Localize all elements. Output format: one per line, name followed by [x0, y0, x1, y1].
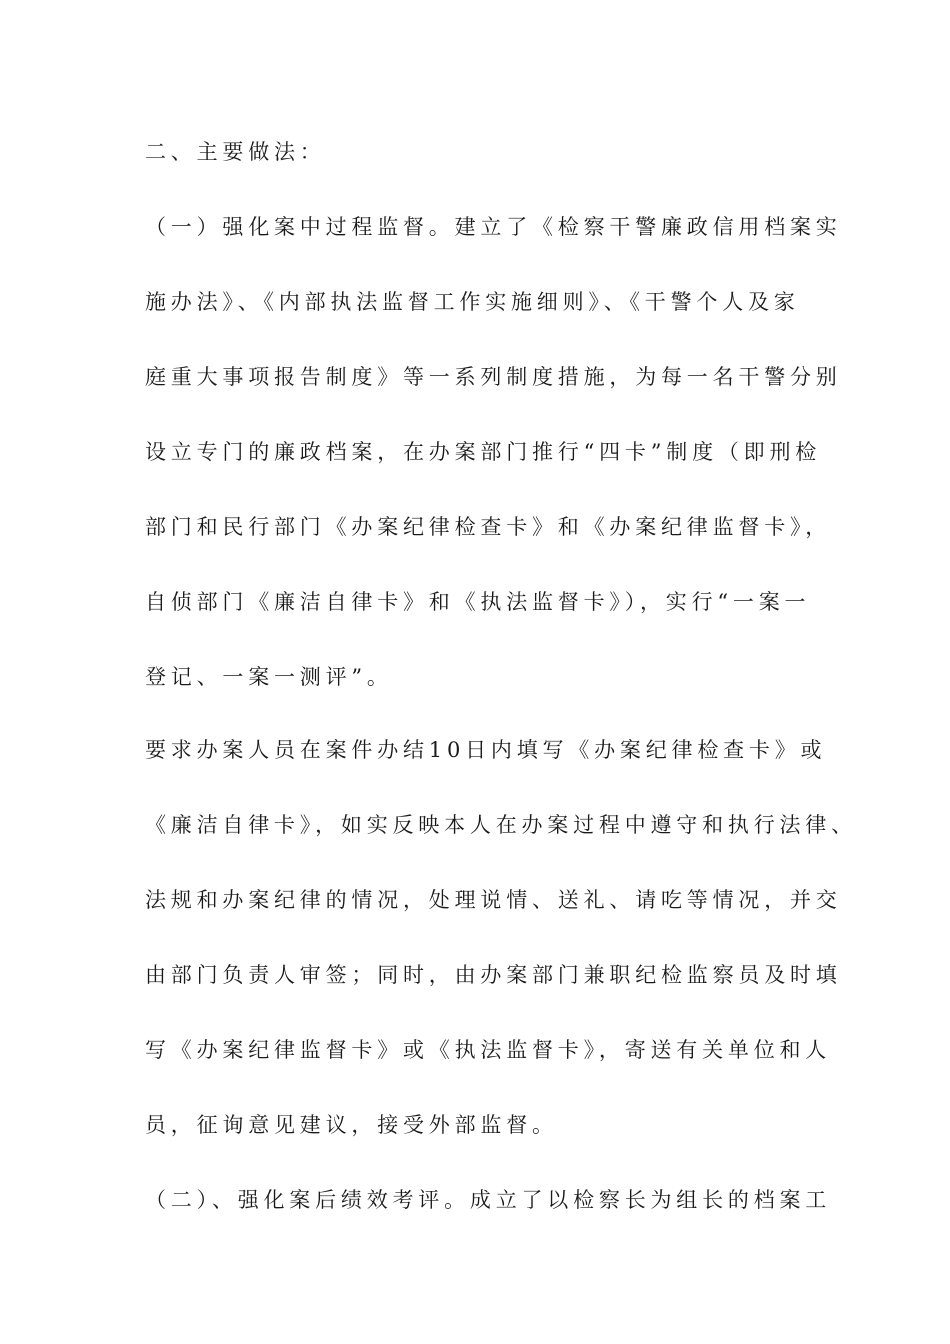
text-line: 由部门负责人审签；同时，由办案部门兼职纪检监察员及时填: [145, 963, 842, 987]
text-line: 法规和办案纪律的情况，处理说情、送礼、请吃等情况，并交: [145, 888, 842, 912]
text-line: 施办法》、《内部执法监督工作实施细则》、《干警个人及家: [145, 290, 800, 314]
text-line: 写《办案纪律监督卡》或《执法监督卡》，寄送有关单位和人: [145, 1038, 832, 1062]
text-line: 庭重大事项报告制度》等一系列制度措施，为每一名干警分别: [145, 365, 842, 389]
text-line: 设立专门的廉政档案，在办案部门推行“四卡”制度（即刑检: [145, 440, 822, 464]
text-line: 登记、一案一测评”。: [145, 665, 393, 689]
text-line: 部门和民行部门《办案纪律检查卡》和《办案纪律监督卡》，: [145, 515, 832, 539]
text-line: （二）、强化案后绩效考评。成立了以检察长为组长的档案工: [145, 1188, 832, 1212]
text-line: 自侦部门《廉洁自律卡》和《执法监督卡》），实行“一案一: [145, 590, 811, 614]
text-line: 员，征询意见建议，接受外部监督。: [145, 1113, 558, 1137]
section-heading: 二、主要做法：: [145, 140, 326, 164]
text-line: 要求办案人员在案件办结10日内填写《办案纪律检查卡》或: [145, 738, 827, 762]
text-line: （一）强化案中过程监督。建立了《检察干警廉政信用档案实: [145, 215, 842, 239]
text-line: 《廉洁自律卡》，如实反映本人在办案过程中遵守和执行法律、: [145, 813, 857, 837]
